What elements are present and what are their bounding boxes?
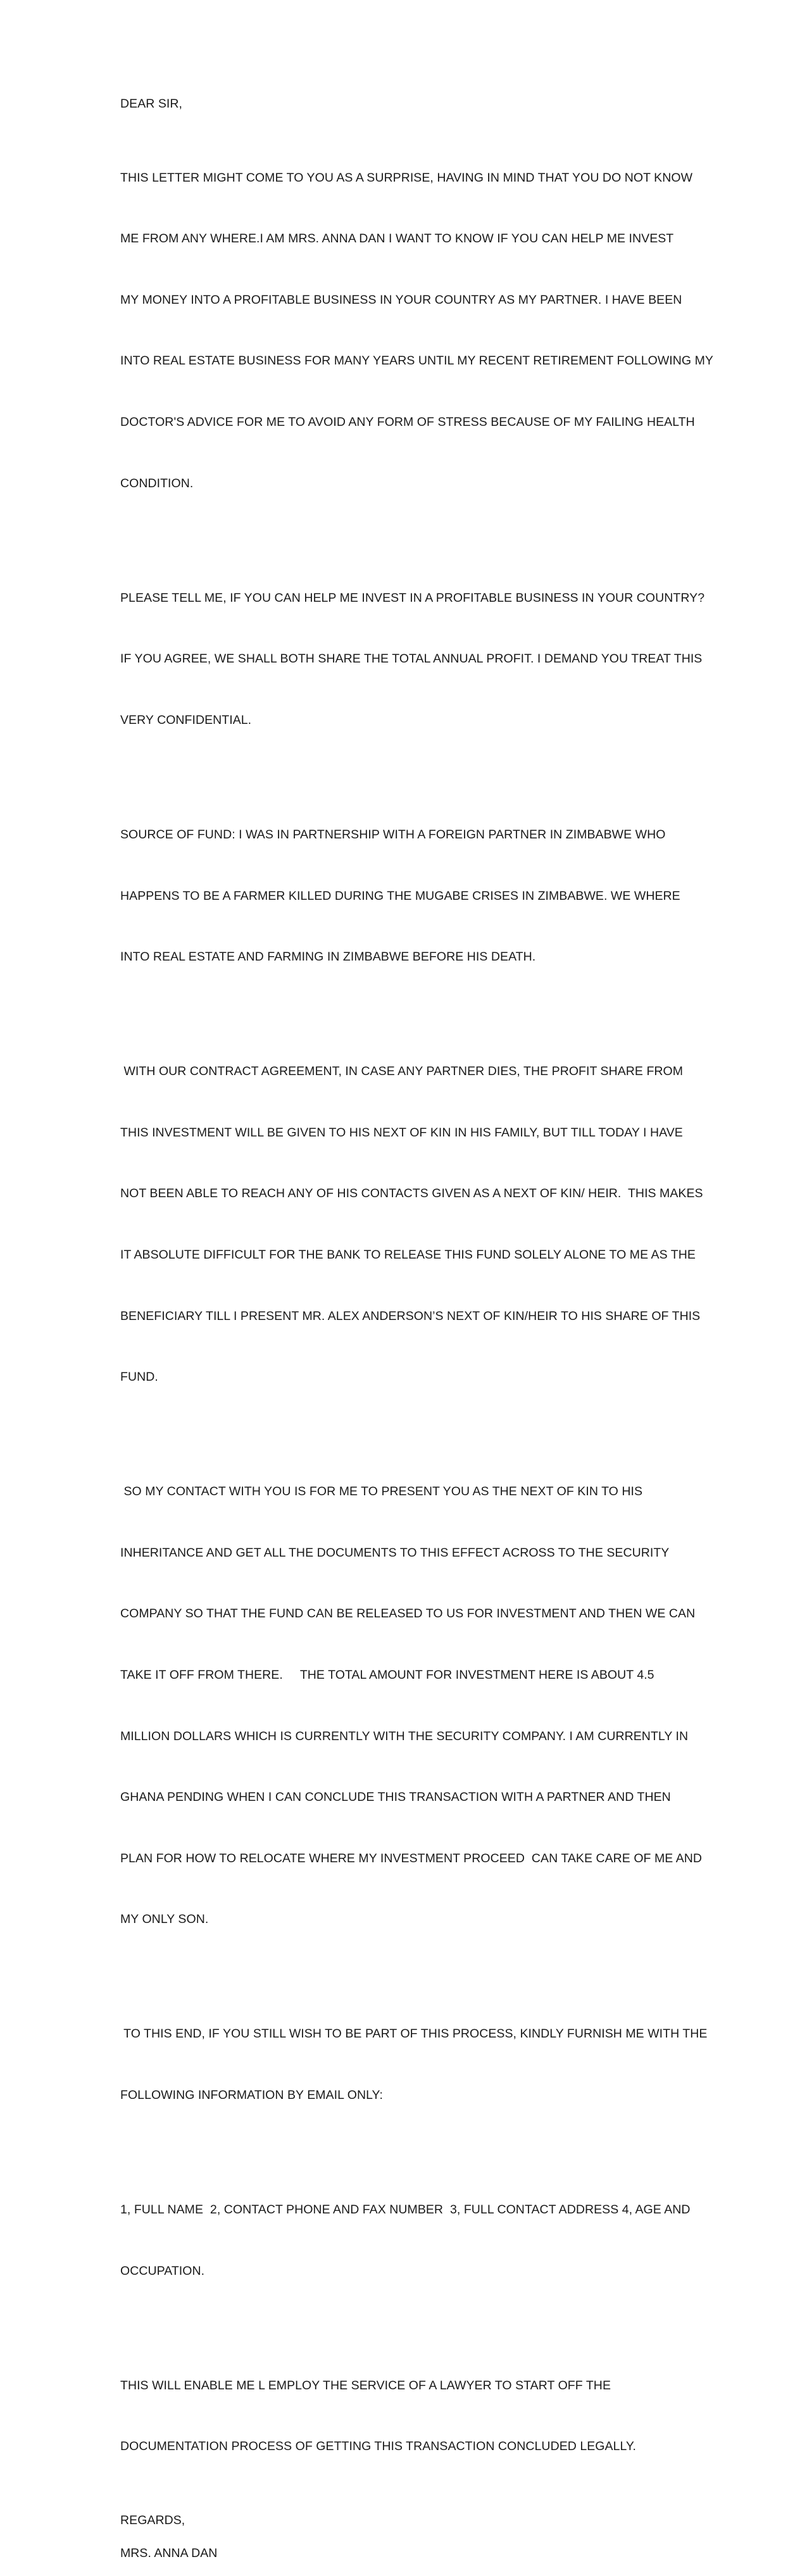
paragraph-source-of-fund <box>120 784 696 1008</box>
text-line: SO MY CONTACT WITH YOU IS FOR ME TO PRESENT YOU AS THE NEXT OF KIN TO HIS <box>120 1484 643 1499</box>
text-line: PLEASE TELL ME, IF YOU CAN HELP ME INVEST IN A PROFITABLE BUSINESS IN YOUR COUNTRY? <box>120 590 705 605</box>
paragraph-introduction <box>120 127 713 534</box>
signature-name: MRS. ANNA DAN <box>120 2546 218 2561</box>
signature <box>120 2543 696 2563</box>
text-line: THIS WILL ENABLE ME L EMPLOY THE SERVICE OF A LAWYER TO START OFF THE <box>120 2378 611 2392</box>
text-line: MY ONLY SON. <box>120 1912 209 1927</box>
text-line: HAPPENS TO BE A FARMER KILLED DURING THE MUGABE CRISES IN ZIMBABWE. WE WHERE <box>120 888 680 903</box>
text-line: IT ABSOLUTE DIFFICULT FOR THE BANK TO RELEASE THIS FUND SOLELY ALONE TO ME AS THE <box>120 1247 696 1262</box>
text-line: SOURCE OF FUND: I WAS IN PARTNERSHIP WITH A FOREIGN PARTNER IN ZIMBABWE WHO <box>120 827 666 842</box>
text-line: NOT BEEN ABLE TO REACH ANY OF HIS CONTACTS GIVEN AS A NEXT OF KIN/ HEIR. THIS MAKES <box>120 1186 703 1201</box>
text-line: OCCUPATION. <box>120 2263 205 2278</box>
text-line: 1, FULL NAME 2, CONTACT PHONE AND FAX NUMBER 3, FULL CONTACT ADDRESS 4, AGE AND <box>120 2203 691 2217</box>
letter-body <box>120 94 713 2576</box>
text-line: IF YOU AGREE, WE SHALL BOTH SHARE THE TOTAL ANNUAL PROFIT. I DEMAND YOU TREAT THIS <box>120 652 703 666</box>
paragraph-required-details <box>120 2159 696 2322</box>
text-line: TO THIS END, IF YOU STILL WISH TO BE PART OF THIS PROCESS, KINDLY FURNISH ME WITH THE <box>120 2027 708 2041</box>
paragraph-contract <box>120 1021 703 1428</box>
paragraph-next-of-kin <box>120 1441 703 1970</box>
text-line: MILLION DOLLARS WHICH IS CURRENTLY WITH THE SECURITY COMPANY. I AM CURRENTLY IN <box>120 1729 689 1743</box>
closing-line: REGARDS, <box>120 2513 185 2527</box>
text-line: PLAN FOR HOW TO RELOCATE WHERE MY INVESTMENT PROCEED CAN TAKE CARE OF ME AND <box>120 1851 703 1865</box>
closing <box>120 2510 696 2530</box>
text-line: INTO REAL ESTATE BUSINESS FOR MANY YEARS UNTIL MY RECENT RETIREMENT FOLLOWING MY <box>120 354 713 368</box>
text-line: WITH OUR CONTRACT AGREEMENT, IN CASE ANY PARTNER DIES, THE PROFIT SHARE FROM <box>120 1064 684 1079</box>
salutation-line: DEAR SIR, <box>120 97 182 111</box>
text-line: DOCUMENTATION PROCESS OF GETTING THIS TRANSACTION CONCLUDED LEGALLY. <box>120 2439 636 2454</box>
text-line: BENEFICIARY TILL I PRESENT MR. ALEX ANDERSON’S NEXT OF KIN/HEIR TO HIS SHARE OF THIS <box>120 1309 701 1323</box>
text-line: MY MONEY INTO A PROFITABLE BUSINESS IN YOUR COUNTRY AS MY PARTNER. I HAVE BEEN <box>120 292 682 307</box>
text-line: GHANA PENDING WHEN I CAN CONCLUDE THIS TRANSACTION WITH A PARTNER AND THEN <box>120 1790 671 1805</box>
text-line: INHERITANCE AND GET ALL THE DOCUMENTS TO THIS EFFECT ACROSS TO THE SECURITY <box>120 1545 670 1560</box>
text-line: INTO REAL ESTATE AND FARMING IN ZIMBABWE BEFORE HIS DEATH. <box>120 950 536 964</box>
text-line: VERY CONFIDENTIAL. <box>120 712 252 727</box>
paragraph-lawyer <box>120 2334 696 2498</box>
text-line: THIS INVESTMENT WILL BE GIVEN TO HIS NEXT OF KIN IN HIS FAMILY, BUT TILL TODAY I HAVE <box>120 1125 683 1140</box>
paragraph-request <box>120 547 705 771</box>
salutation <box>120 94 696 114</box>
paragraph-information-request <box>120 1983 708 2146</box>
text-line: COMPANY SO THAT THE FUND CAN BE RELEASED TO US FOR INVESTMENT AND THEN WE CAN <box>120 1607 696 1621</box>
text-line: TAKE IT OFF FROM THERE. THE TOTAL AMOUNT FOR INVESTMENT HERE IS ABOUT 4.5 <box>120 1668 654 1683</box>
text-line: THIS LETTER MIGHT COME TO YOU AS A SURPRISE, HAVING IN MIND THAT YOU DO NOT KNOW <box>120 170 693 185</box>
text-line: FUND. <box>120 1370 158 1384</box>
text-line: CONDITION. <box>120 476 194 490</box>
text-line: ME FROM ANY WHERE.I AM MRS. ANNA DAN I WANT TO KNOW IF YOU CAN HELP ME INVEST <box>120 232 674 246</box>
text-line: FOLLOWING INFORMATION BY EMAIL ONLY: <box>120 2088 383 2103</box>
text-line: DOCTOR'S ADVICE FOR ME TO AVOID ANY FORM OF STRESS BECAUSE OF MY FAILING HEALTH <box>120 415 695 430</box>
